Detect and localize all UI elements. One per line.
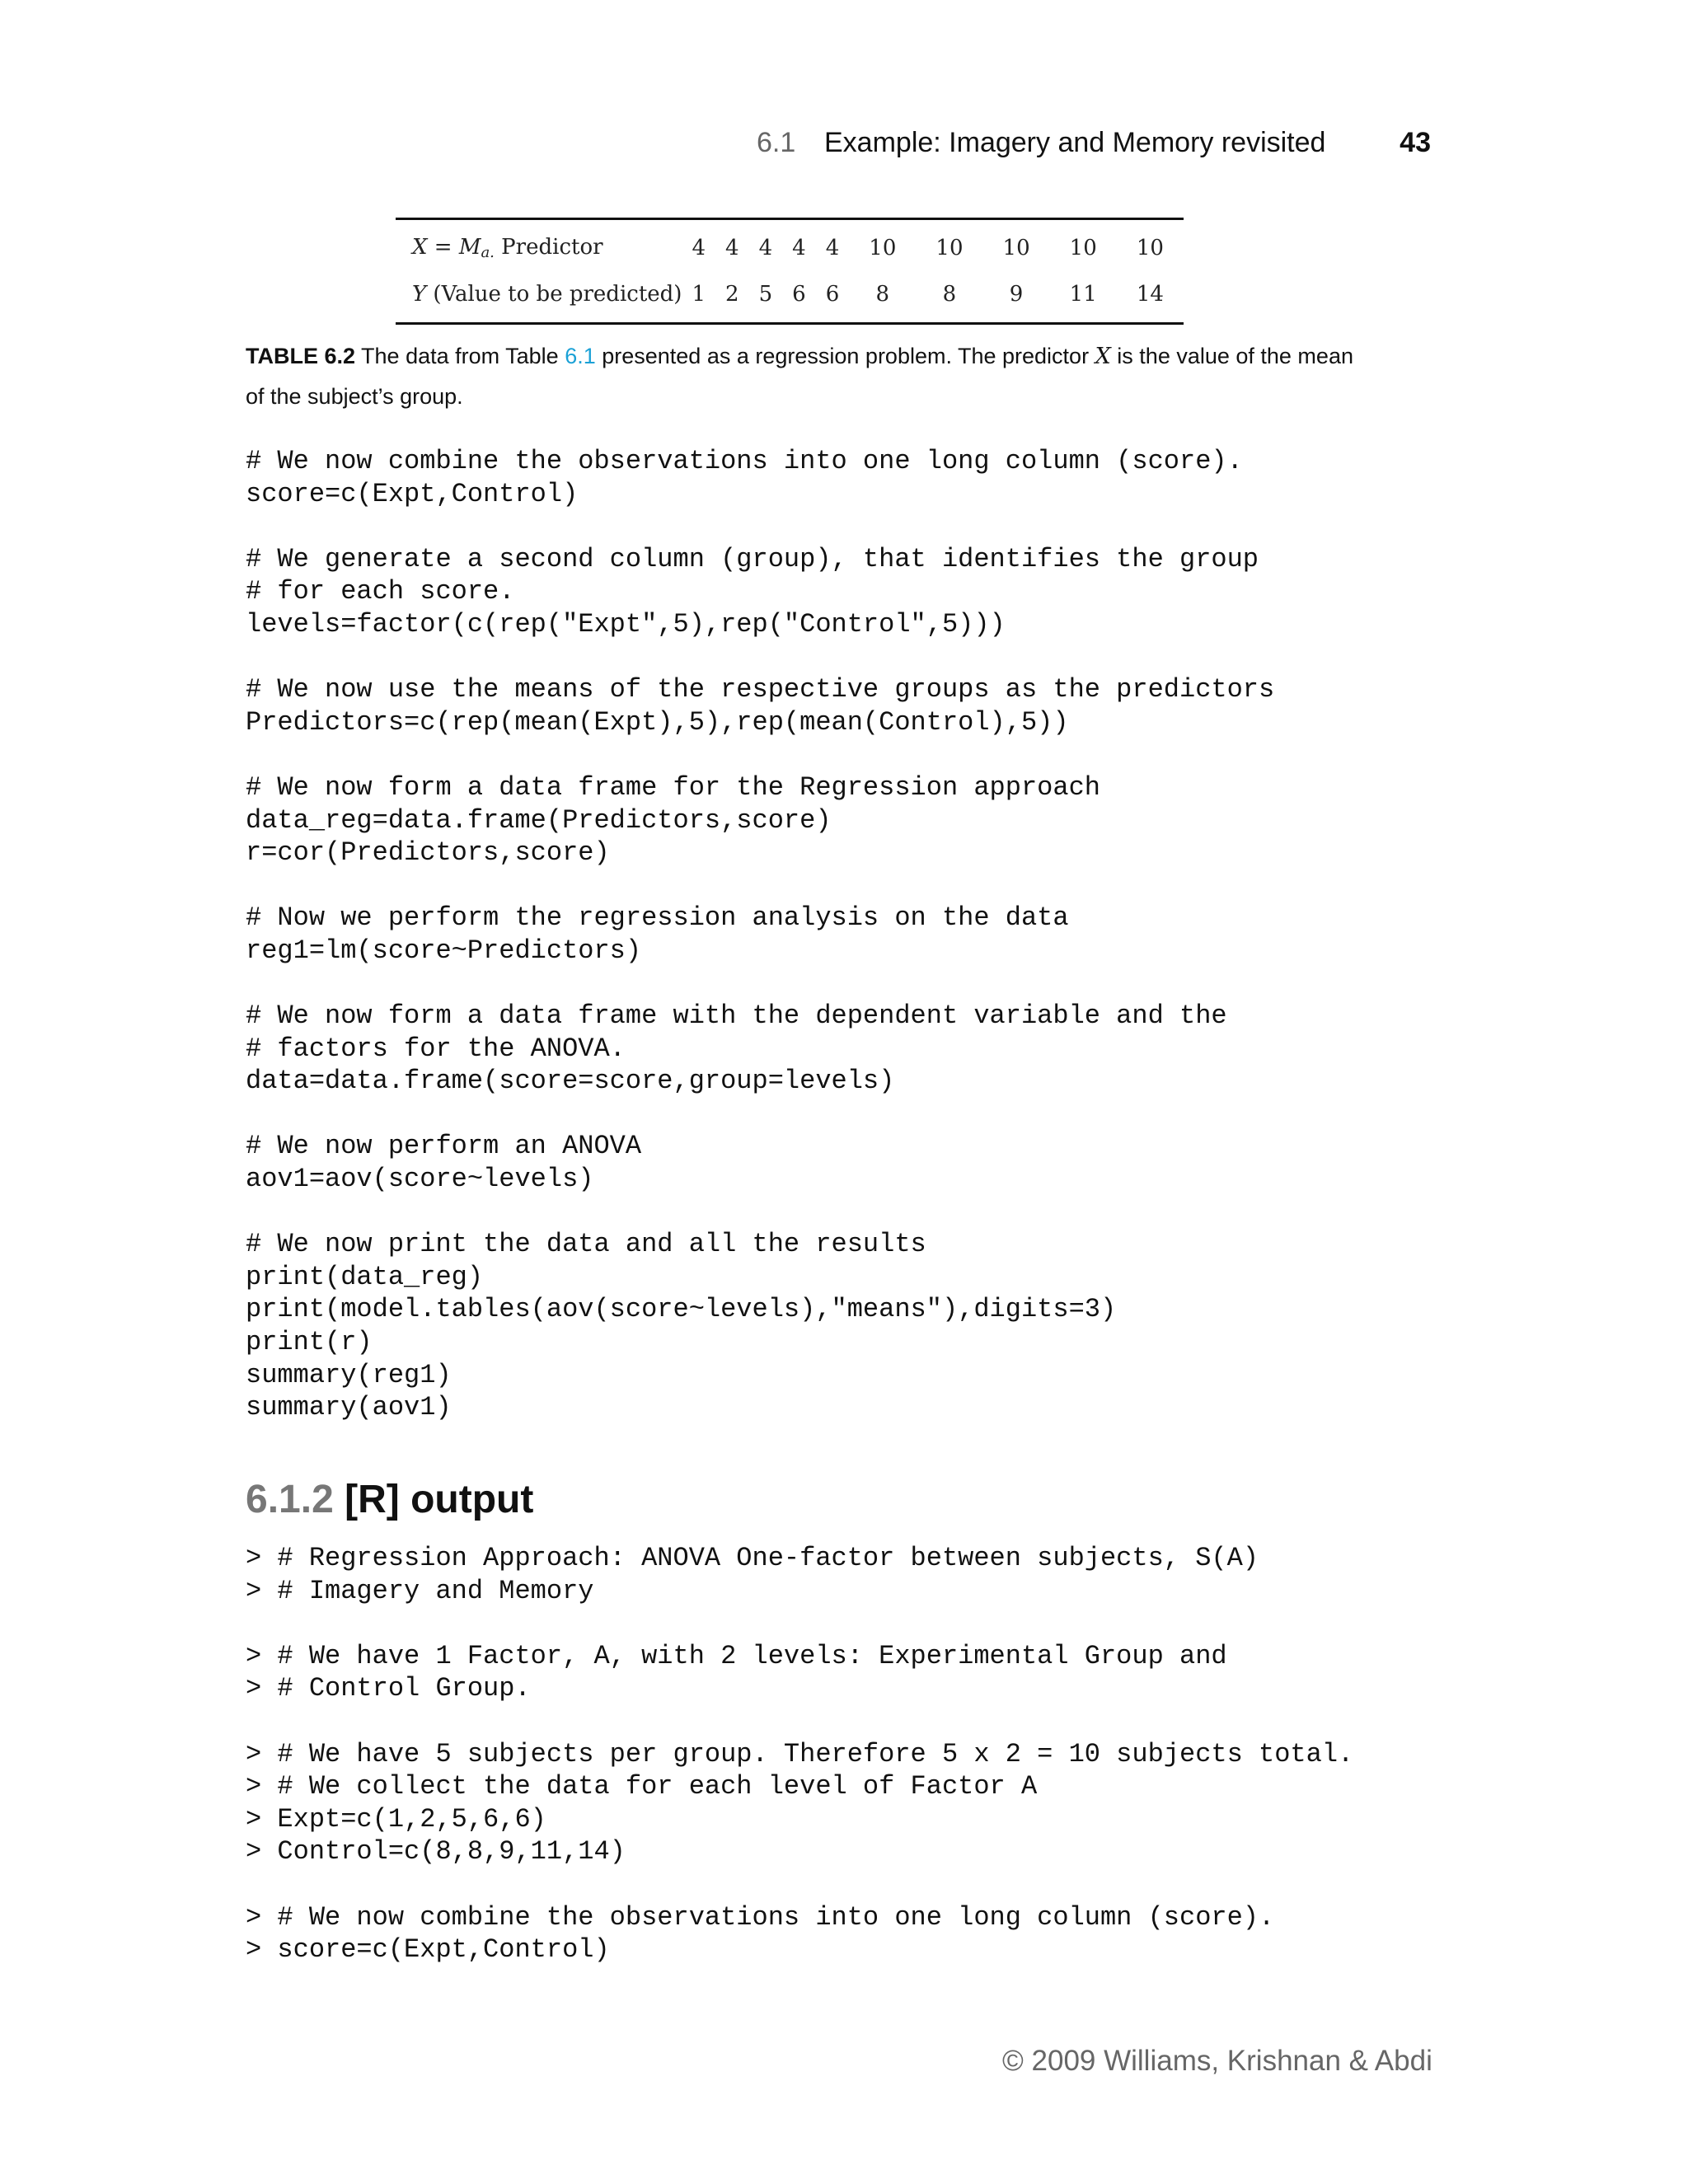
table-cell: 4 [825, 236, 840, 260]
row-label-predictor: $X = M_{a.}$ Predictor [412, 235, 603, 261]
table-cell: 1 [692, 282, 706, 307]
regression-data-table [396, 218, 1184, 325]
table-cell: 8 [942, 282, 957, 307]
code-line: > score=c(Expt,Control) [246, 1934, 610, 1966]
code-line: # We now perform an ANOVA [246, 1131, 642, 1162]
table-cell: 4 [692, 236, 706, 260]
table-cell: 2 [725, 282, 739, 307]
code-line: # We now form a data frame with the dependent variable and the [246, 1001, 1227, 1032]
code-line: > # Control Group. [246, 1673, 531, 1704]
code-line: > # We have 5 subjects per group. Therefore 5 x 2 = 10 subjects total. [246, 1738, 1354, 1769]
header-section-title: Example: Imagery and Memory revisited [824, 127, 1326, 158]
code-line: r=cor(Predictors,score) [246, 837, 610, 869]
code-line: > # We have 1 Factor, A, with 2 levels: Experimental Group and [246, 1640, 1227, 1671]
table-cell: 10 [1136, 236, 1164, 260]
table-cell: 4 [758, 236, 773, 260]
table-cell: 10 [935, 236, 964, 260]
code-line: > # We collect the data for each level of Factor A [246, 1771, 1038, 1802]
code-line: # We now print the data and all the results [246, 1229, 926, 1260]
caption-label: TABLE 6.2 [246, 344, 356, 368]
page-number: 43 [1400, 127, 1431, 158]
code-line: # We now use the means of the respective groups as the predictors [246, 674, 1275, 705]
table-row [396, 271, 1184, 324]
code-line: print(r) [246, 1327, 373, 1358]
table-cell: 10 [1069, 236, 1097, 260]
code-line: print(model.tables(aov(score~levels),"means"),digits=3) [246, 1294, 1117, 1325]
code-line: levels=factor(c(rep("Expt",5),rep("Control",5))) [246, 608, 1006, 640]
code-line: summary(reg1) [246, 1359, 452, 1390]
table-cell: 6 [792, 282, 806, 307]
code-line: # factors for the ANOVA. [246, 1033, 626, 1064]
table-row [396, 219, 1184, 272]
table-cell: 10 [1002, 236, 1030, 260]
table-cell: 6 [825, 282, 840, 307]
table-cell: 4 [792, 236, 806, 260]
table-cell: 4 [725, 236, 739, 260]
code-line: data_reg=data.frame(Predictors,score) [246, 804, 832, 836]
r-output-block [246, 1542, 1353, 1966]
table-reference-link[interactable]: 6.1 [565, 344, 596, 368]
code-line: print(data_reg) [246, 1261, 484, 1292]
code-line: data=data.frame(score=score,group=levels) [246, 1066, 895, 1097]
code-line: # We now combine the observations into one long column (score). [246, 446, 1243, 476]
table-cell: 9 [1009, 282, 1024, 307]
code-line: > # We now combine the observations into one long column (score). [246, 1901, 1275, 1933]
code-line: reg1=lm(score~Predictors) [246, 935, 642, 966]
running-header [0, 124, 1431, 168]
table-cell: 14 [1136, 282, 1164, 307]
r-code-block [246, 445, 1274, 1424]
table-cell: 11 [1069, 282, 1097, 307]
table-caption: TABLE 6.2 The data from Table 6.1 presented as a regression problem. The predictor X is the value of the mean of the subject’s group. [246, 344, 1353, 409]
code-line: > # Imagery and Memory [246, 1575, 594, 1606]
code-line: aov1=aov(score~levels) [246, 1164, 594, 1195]
row-label-predicted: Y (Value to be predicted) [412, 282, 682, 307]
section-title: [R] output [345, 1478, 534, 1521]
code-line: > Expt=c(1,2,5,6,6) [246, 1803, 546, 1835]
code-line: # We now form a data frame for the Regression approach [246, 771, 1100, 803]
table-cell: 8 [875, 282, 890, 307]
header-section-number: 6.1 [757, 127, 796, 158]
code-line: > # Regression Approach: ANOVA One-factor between subjects, S(A) [246, 1543, 1259, 1573]
code-line: # We generate a second column (group), that identifies the group [246, 543, 1259, 574]
code-line: score=c(Expt,Control) [246, 478, 579, 509]
table-cell: 10 [869, 236, 897, 260]
table-cell: 5 [758, 282, 773, 307]
copyright-footer: © 2009 Williams, Krishnan & Abdi [1002, 2045, 1432, 2077]
code-line: Predictors=c(rep(mean(Expt),5),rep(mean(Control),5)) [246, 706, 1069, 738]
section-number: 6.1.2 [246, 1478, 334, 1521]
code-line: summary(aov1) [246, 1392, 452, 1423]
code-line: # Now we perform the regression analysis on the data [246, 902, 1069, 934]
code-line: # for each score. [246, 576, 515, 607]
section-heading [246, 1475, 533, 1525]
code-line: > Control=c(8,8,9,11,14) [246, 1836, 626, 1868]
